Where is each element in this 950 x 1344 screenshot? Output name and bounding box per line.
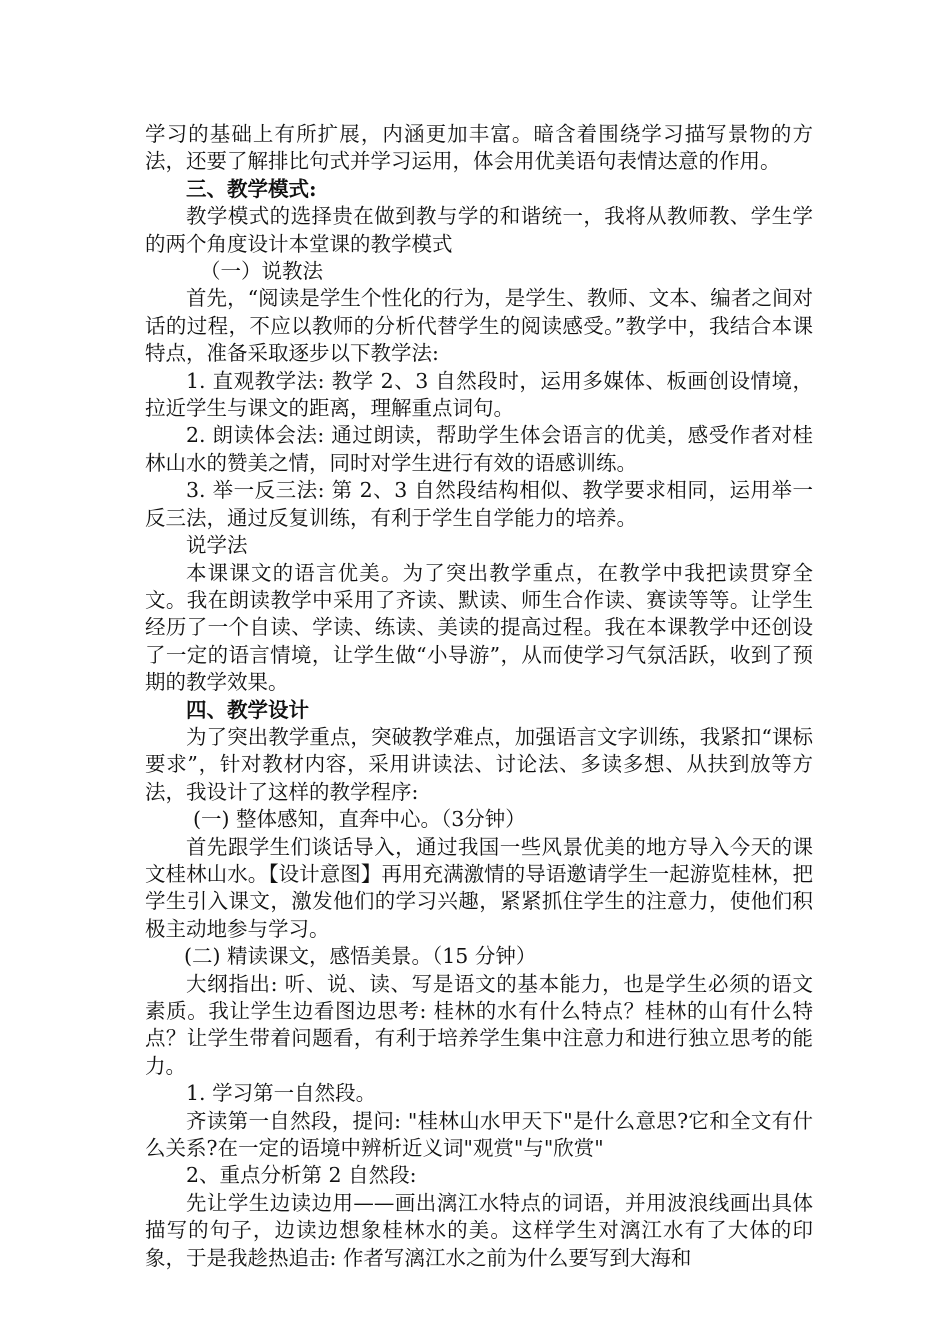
subheading-step-2: (二) 精读课文，感悟美景。（15 分钟） (184, 944, 537, 969)
list-item-study-paragraph-1: 1. 学习第一自然段。 (186, 1081, 377, 1106)
paragraph-teaching-design: 为了突出教学重点，突破教学难点，加强语言文字训练，我紧扣“课标要求”，针对教材内容，采用讲读法、讨论法、多读多想、从扶到放等方法，我设计了这样的教学程序: (145, 724, 813, 804)
paragraph-step-2: 大纲指出: 听、说、读、写是语文的基本能力，也是学生必须的语文素质。我让学生边看图边思考: 桂林的水有什么特点？桂林的山有什么特点？让学生带着问题看，有利于培养学生集中注意力和进行独立思考的能力。 (145, 971, 813, 1078)
list-item-analyze-paragraph-2: 2、重点分析第 2 自然段: (186, 1163, 417, 1188)
paragraph-learning-method: 本课课文的语言优美。为了突出教学重点，在教学中我把读贯穿全文。我在朗读教学中采用了齐读、默读、师生合作读、赛读等等。让学生经历了一个自读、学读、练读、美读的提高过程。我在本课教学中还创设了一定的语言情境，让学生做“小导游”，从而使学习气氛活跃，收到了预期的教学效果。 (145, 560, 813, 695)
subheading-learning-method: 说学法 (186, 533, 248, 558)
paragraph-step-1: 首先跟学生们谈话导入，通过我国一些风景优美的地方导入今天的课文桂林山水。【设计意图】再用充满激情的导语邀请学生一起游览桂林，把学生引入课文，激发他们的学习兴趣，紧紧抓住学生的注意力，使他们积极主动地参与学习。 (145, 834, 813, 941)
list-item-method-1: 1. 直观教学法: 教学 2、3 自然段时，运用多媒体、板画创设情境，拉近学生与课文的距离，理解重点词句。 (145, 368, 813, 421)
subheading-step-1: (一) 整体感知，直奔中心。（3分钟） (193, 807, 526, 832)
paragraph-analysis: 先让学生边读边用——画出漓江水特点的词语，并用波浪线画出具体描写的句子，边读边想象桂林水的美。这样学生对漓江水有了大体的印象，于是我趁热追击: 作者写漓江水之前为什么要写到大海和 (145, 1190, 813, 1270)
section-heading-teaching-design: 四、教学设计 (186, 697, 309, 722)
list-item-method-2: 2. 朗读体会法: 通过朗读，帮助学生体会语言的优美，感受作者对桂林山水的赞美之情，同时对学生进行有效的语感训练。 (145, 423, 813, 475)
paragraph-read-aloud: 齐读第一自然段，提问: "桂林山水甲天下"是什么意思?它和全文有什么关系?在一定的语境中辨析近义词"观赏"与"欣赏" (145, 1108, 813, 1161)
paragraph-teaching-mode: 教学模式的选择贵在做到教与学的和谐统一，我将从教师教、学生学的两个角度设计本堂课的教学模式 (145, 204, 813, 256)
paragraph-teaching-method: 首先，“阅读是学生个性化的行为，是学生、教师、文本、编者之间对话的过程，不应以教师的分析代替学生的阅读感受。”教学中，我结合本课特点，准备采取逐步以下教学法: (145, 286, 813, 366)
list-item-method-3: 3. 举一反三法: 第 2、3 自然段结构相似、教学要求相同，运用举一反三法，通过反复训练，有利于学生自学能力的培养。 (145, 478, 813, 530)
section-heading-teaching-mode: 三、教学模式: (186, 176, 317, 201)
paragraph-intro-continuation: 学习的基础上有所扩展，内涵更加丰富。暗含着围绕学习描写景物的方法，还要了解排比句式并学习运用，体会用优美语句表情达意的作用。 (145, 122, 813, 174)
subheading-teaching-method: （一）说教法 (200, 259, 323, 284)
document-page (145, 121, 813, 1272)
